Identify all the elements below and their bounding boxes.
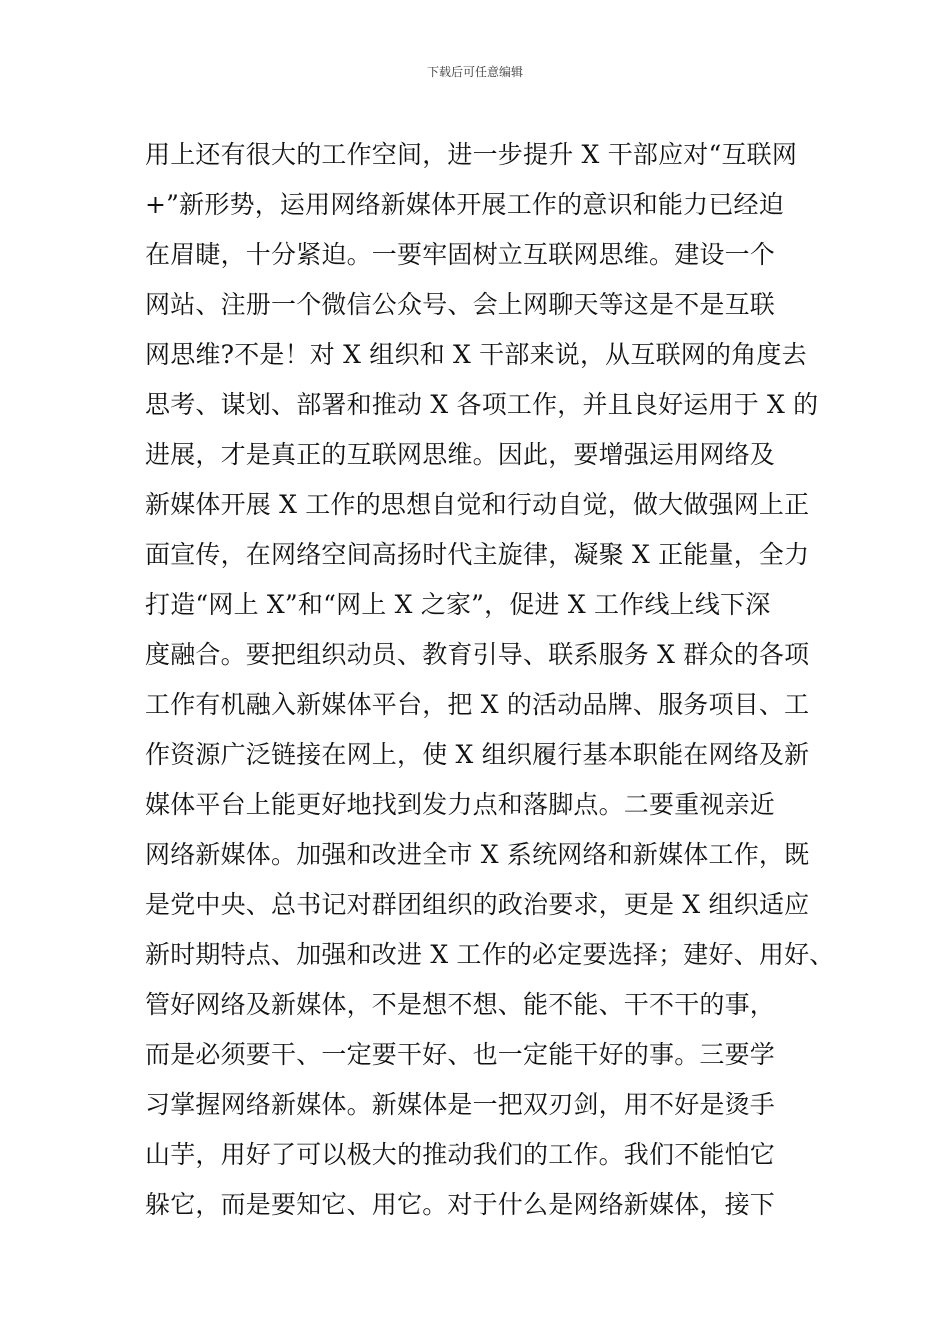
page-header: 下载后可任意编辑 [426, 65, 523, 79]
text-line: 进展，才是真正的互联网思维。因此，要增强运用网络及 [145, 440, 776, 469]
text-line: 管好网络及新媒体，不是想不想、能不能、干不干的事， [145, 990, 776, 1019]
text-line: 网思维?不是！对 X 组织和 X 干部来说，从互联网的角度去 [145, 340, 807, 369]
text-line: 作资源广泛链接在网上，使 X 组织履行基本职能在网络及新 [145, 740, 810, 769]
text-line: 度融合。要把组织动员、教育引导、联系服务 X 群众的各项 [145, 640, 810, 669]
text-line: 躲它，而是要知它、用它。对于什么是网络新媒体，接下 [145, 1190, 776, 1219]
text-line: 而是必须要干、一定要干好、也一定能干好的事。三要学 [145, 1040, 776, 1069]
text-line: 网站、注册一个微信公众号、会上网聊天等这是不是互联 [145, 290, 776, 319]
text-line: 用上还有很大的工作空间，进一步提升 X 干部应对“互联网 [145, 140, 798, 169]
body-text [145, 130, 835, 1230]
text-line: 媒体平台上能更好地找到发力点和落脚点。二要重视亲近 [145, 790, 776, 819]
text-line: 是党中央、总书记对群团组织的政治要求，更是 X 组织适应 [145, 890, 810, 919]
text-line: 在眉睫，十分紧迫。一要牢固树立互联网思维。建设一个 [145, 240, 776, 269]
text-line: 习掌握网络新媒体。新媒体是一把双刃剑，用不好是烫手 [145, 1090, 776, 1119]
text-line: 网络新媒体。加强和改进全市 X 系统网络和新媒体工作，既 [145, 840, 810, 869]
text-line: 面宣传，在网络空间高扬时代主旋律，凝聚 X 正能量，全力 [145, 540, 810, 569]
text-line: 山芋，用好了可以极大的推动我们的工作。我们不能怕它 [145, 1140, 776, 1169]
text-line: 工作有机融入新媒体平台，把 X 的活动品牌、服务项目、工 [145, 690, 810, 719]
text-line: 新媒体开展 X 工作的思想自觉和行动自觉，做大做强网上正 [145, 490, 810, 519]
text-line: 新时期特点、加强和改进 X 工作的必定要选择；建好、用好、 [145, 940, 835, 969]
text-line: +”新形势，运用网络新媒体开展工作的意识和能力已经迫 [145, 190, 784, 219]
text-line: 思考、谋划、部署和推动 X 各项工作，并且良好运用于 X 的 [145, 390, 819, 419]
text-line: 打造“网上 X”和“网上 X 之家”，促进 X 工作线上线下深 [145, 590, 771, 619]
